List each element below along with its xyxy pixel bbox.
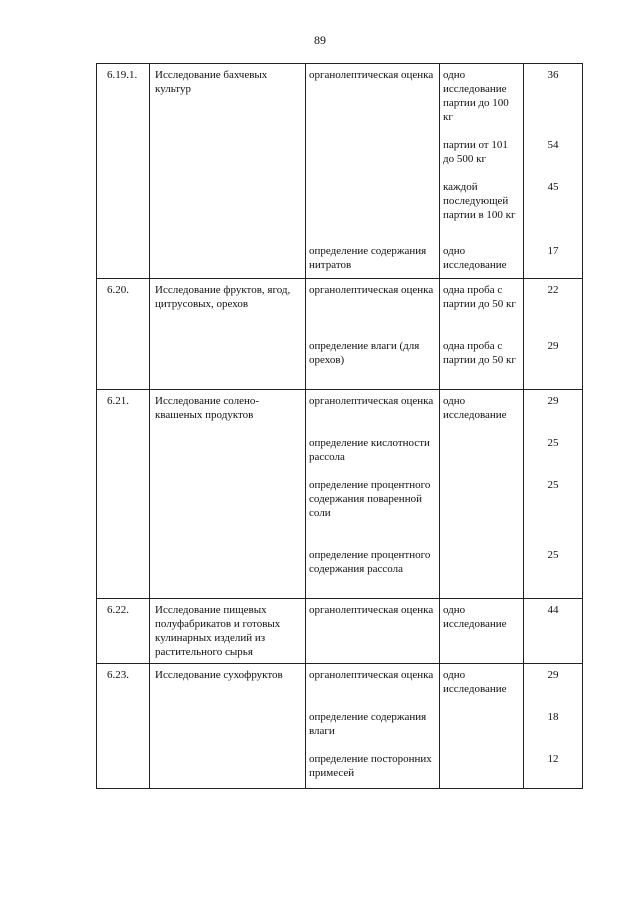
- page-number: 89: [314, 33, 326, 47]
- method-text: органолептическая оценка: [309, 669, 434, 681]
- table-row: [97, 599, 583, 664]
- row-name: Исследование фруктов, ягод, цитрусовых, орехов: [150, 279, 306, 390]
- row-prices: [524, 599, 583, 664]
- price-value: 25: [547, 549, 559, 561]
- unit-text: одно исследование: [443, 395, 507, 421]
- table-row: [97, 390, 583, 599]
- unit-text: партии от 101 до 500 кг: [443, 139, 508, 165]
- price-value: 25: [547, 479, 559, 491]
- table-row: [97, 279, 583, 390]
- price-value: 18: [547, 711, 559, 723]
- row-units: [440, 279, 524, 390]
- unit-text: одно исследование: [443, 669, 507, 695]
- row-prices: [524, 664, 583, 789]
- row-methods: [306, 664, 440, 789]
- row-prices: [524, 64, 583, 279]
- method-text: органолептическая оценка: [309, 69, 434, 81]
- unit-text: одно исследование: [443, 245, 507, 271]
- row-units: [440, 664, 524, 789]
- price-table: [96, 63, 583, 789]
- unit-text: одна проба с партии до 50 кг: [443, 284, 516, 310]
- method-text: органолептическая оценка: [309, 284, 434, 296]
- method-text: определение процентного содержания поваренной соли: [309, 479, 431, 519]
- price-value: 25: [547, 437, 559, 449]
- unit-text: одно исследование: [443, 604, 507, 630]
- price-value: 12: [547, 753, 559, 765]
- table-row: [97, 664, 583, 789]
- price-value: 29: [547, 340, 559, 352]
- price-value: 29: [547, 395, 559, 407]
- row-prices: [524, 390, 583, 599]
- price-value: 44: [547, 604, 559, 616]
- method-text: органолептическая оценка: [309, 604, 434, 616]
- row-units: [440, 390, 524, 599]
- method-text: определение содержания нитратов: [309, 245, 427, 271]
- row-name: Исследование пищевых полуфабрикатов и готовых кулинарных изделий из растительного сырья: [150, 599, 306, 664]
- method-text: определение влаги (для орехов): [309, 340, 420, 366]
- row-number: 6.21.: [97, 390, 150, 599]
- row-methods: [306, 599, 440, 664]
- unit-text: каждой последующей партии в 100 кг: [443, 181, 516, 221]
- method-text: определение посторонних примесей: [309, 753, 432, 779]
- method-text: органолептическая оценка: [309, 395, 434, 407]
- row-methods: [306, 390, 440, 599]
- price-value: 22: [547, 284, 559, 296]
- price-value: 36: [547, 69, 559, 81]
- unit-text: одна проба с партии до 50 кг: [443, 340, 516, 366]
- row-units: [440, 64, 524, 279]
- row-name: Исследование сухофруктов: [150, 664, 306, 789]
- method-text: определение кислотности рассола: [309, 437, 430, 463]
- price-value: 17: [547, 245, 559, 257]
- row-number: 6.23.: [97, 664, 150, 789]
- price-value: 54: [547, 139, 559, 151]
- method-text: определение процентного содержания рассола: [309, 549, 431, 575]
- row-methods: [306, 64, 440, 279]
- row-name: Исследование солено-квашеных продуктов: [150, 390, 306, 599]
- row-units: [440, 599, 524, 664]
- row-methods: [306, 279, 440, 390]
- method-text: определение содержания влаги: [309, 711, 427, 737]
- unit-text: одно исследование партии до 100 кг: [443, 69, 509, 123]
- price-value: 45: [547, 181, 559, 193]
- row-number: 6.20.: [97, 279, 150, 390]
- row-prices: [524, 279, 583, 390]
- price-value: 29: [547, 669, 559, 681]
- row-number: 6.19.1.: [97, 64, 150, 279]
- table-row: [97, 64, 583, 279]
- row-name: Исследование бахчевых культур: [150, 64, 306, 279]
- row-number: 6.22.: [97, 599, 150, 664]
